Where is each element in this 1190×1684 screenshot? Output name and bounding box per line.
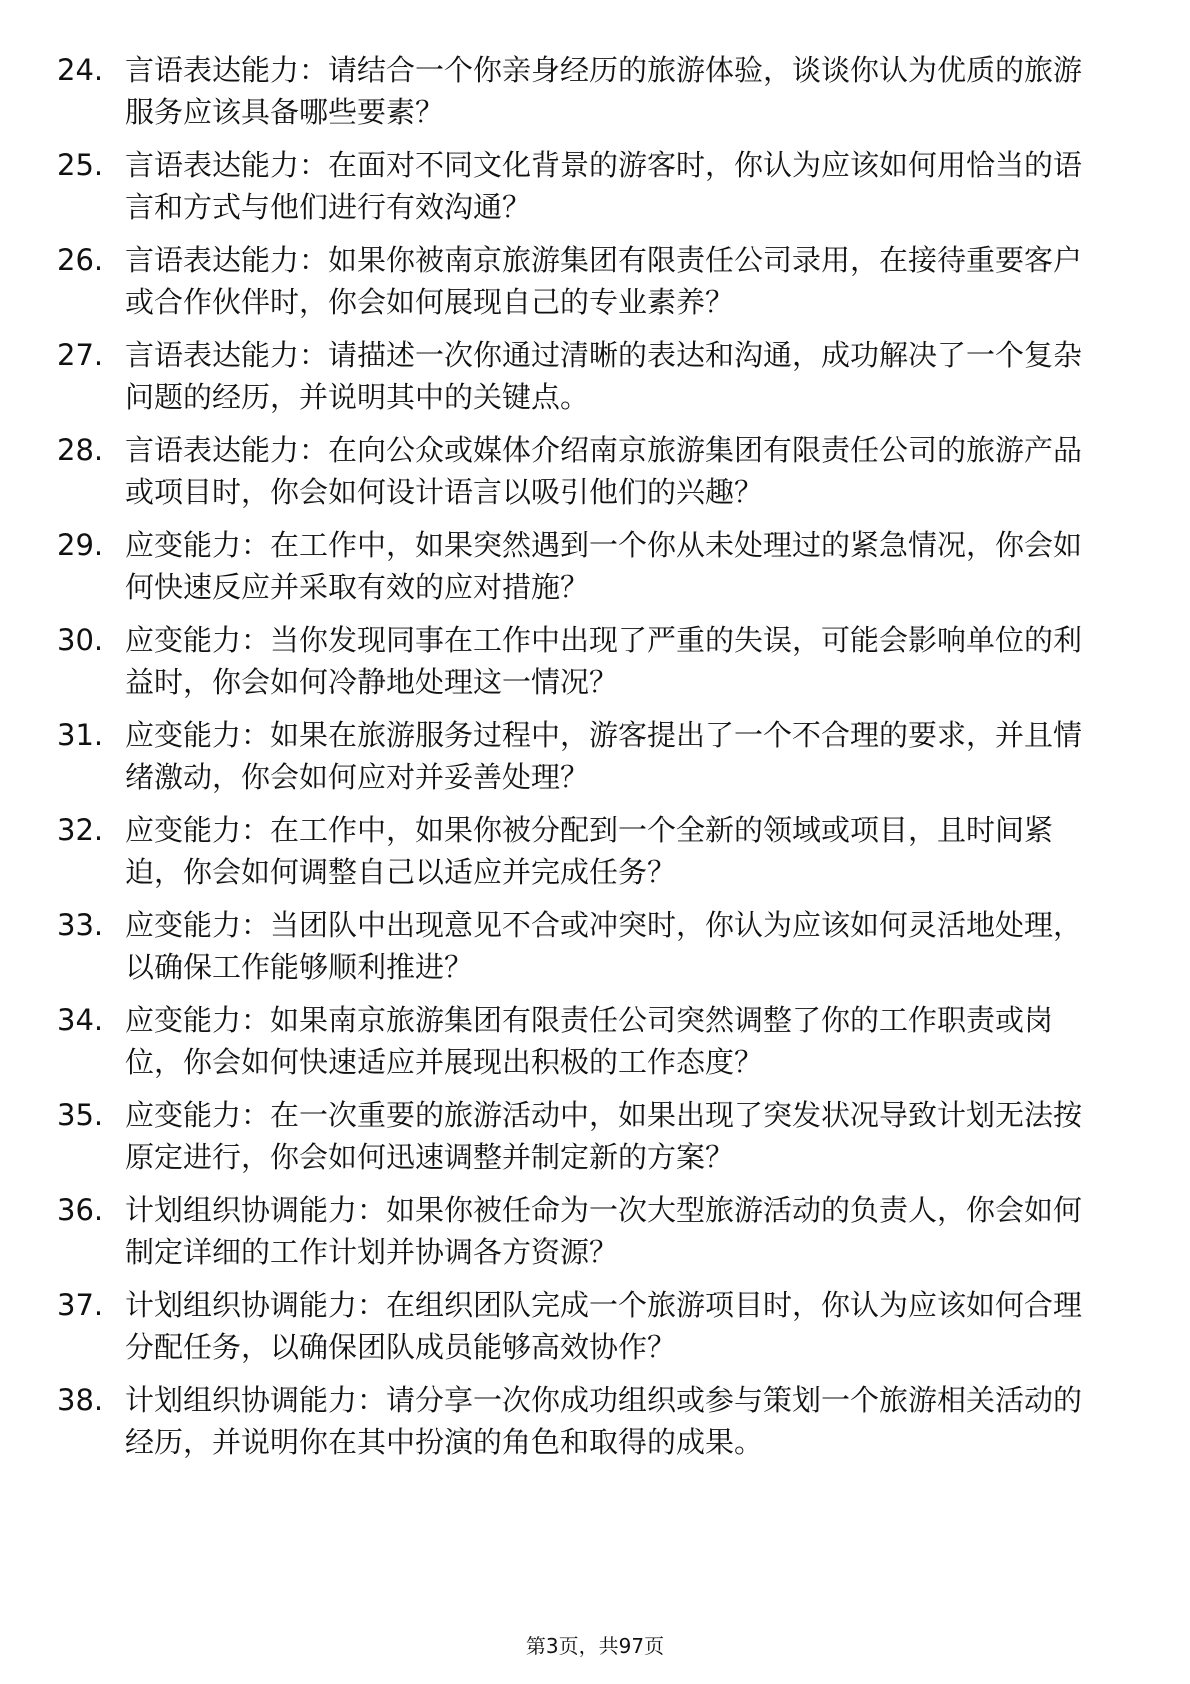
- question-text: 言语表达能力：在面对不同文化背景的游客时，你认为应该如何用恰当的语言和方式与他们进行有效沟通？: [125, 148, 1083, 224]
- question-number: 33.: [57, 908, 104, 942]
- question-number: 25.: [57, 148, 104, 182]
- question-number: 38.: [57, 1383, 104, 1417]
- question-text: 计划组织协调能力：在组织团队完成一个旅游项目时，你认为应该如何合理分配任务，以确保团队成员能够高效协作？: [125, 1288, 1083, 1364]
- question-item: [57, 810, 1107, 893]
- question-text: 言语表达能力：请描述一次你通过清晰的表达和沟通，成功解决了一个复杂问题的经历，并说明其中的关键点。: [125, 338, 1083, 414]
- question-item: [57, 145, 1107, 228]
- question-item: [57, 240, 1107, 323]
- question-text: 计划组织协调能力：请分享一次你成功组织或参与策划一个旅游相关活动的经历，并说明你在其中扮演的角色和取得的成果。: [125, 1383, 1083, 1459]
- question-text: 应变能力：当你发现同事在工作中出现了严重的失误，可能会影响单位的利益时，你会如何冷静地处理这一情况？: [125, 623, 1083, 699]
- question-item: [57, 1095, 1107, 1178]
- question-number: 32.: [57, 813, 104, 847]
- question-item: [57, 1285, 1107, 1368]
- question-item: [57, 335, 1107, 418]
- question-item: [57, 1380, 1107, 1463]
- question-number: 28.: [57, 433, 104, 467]
- question-text: 应变能力：如果在旅游服务过程中，游客提出了一个不合理的要求，并且情绪激动，你会如何应对并妥善处理？: [125, 718, 1083, 794]
- question-text: 言语表达能力：如果你被南京旅游集团有限责任公司录用，在接待重要客户或合作伙伴时，你会如何展现自己的专业素养？: [125, 243, 1083, 319]
- question-number: 27.: [57, 338, 104, 372]
- question-text: 言语表达能力：请结合一个你亲身经历的旅游体验，谈谈你认为优质的旅游服务应该具备哪些要素？: [125, 53, 1083, 129]
- question-item: [57, 525, 1107, 608]
- question-number: 24.: [57, 53, 104, 87]
- question-item: [57, 430, 1107, 513]
- question-list: [57, 50, 1107, 1475]
- question-item: [57, 620, 1107, 703]
- question-number: 36.: [57, 1193, 104, 1227]
- question-item: [57, 50, 1107, 133]
- question-number: 35.: [57, 1098, 104, 1132]
- question-text: 应变能力：在一次重要的旅游活动中，如果出现了突发状况导致计划无法按原定进行，你会如何迅速调整并制定新的方案？: [125, 1098, 1083, 1174]
- question-text: 言语表达能力：在向公众或媒体介绍南京旅游集团有限责任公司的旅游产品或项目时，你会如何设计语言以吸引他们的兴趣？: [125, 433, 1083, 509]
- question-text: 应变能力：如果南京旅游集团有限责任公司突然调整了你的工作职责或岗位，你会如何快速适应并展现出积极的工作态度？: [125, 1003, 1054, 1079]
- question-item: [57, 905, 1107, 988]
- question-item: [57, 715, 1107, 798]
- question-number: 30.: [57, 623, 104, 657]
- question-number: 26.: [57, 243, 104, 277]
- question-number: 37.: [57, 1288, 104, 1322]
- question-text: 应变能力：当团队中出现意见不合或冲突时，你认为应该如何灵活地处理，以确保工作能够顺利推进？: [125, 908, 1083, 984]
- question-item: [57, 1000, 1107, 1083]
- question-number: 34.: [57, 1003, 104, 1037]
- question-text: 应变能力：在工作中，如果突然遇到一个你从未处理过的紧急情况，你会如何快速反应并采取有效的应对措施？: [125, 528, 1083, 604]
- question-number: 29.: [57, 528, 104, 562]
- question-number: 31.: [57, 718, 104, 752]
- question-item: [57, 1190, 1107, 1273]
- question-text: 应变能力：在工作中，如果你被分配到一个全新的领域或项目，且时间紧迫，你会如何调整自己以适应并完成任务？: [125, 813, 1054, 889]
- question-text: 计划组织协调能力：如果你被任命为一次大型旅游活动的负责人，你会如何制定详细的工作计划并协调各方资源？: [125, 1193, 1083, 1269]
- page-footer: 第3页，共97页: [525, 1634, 665, 1658]
